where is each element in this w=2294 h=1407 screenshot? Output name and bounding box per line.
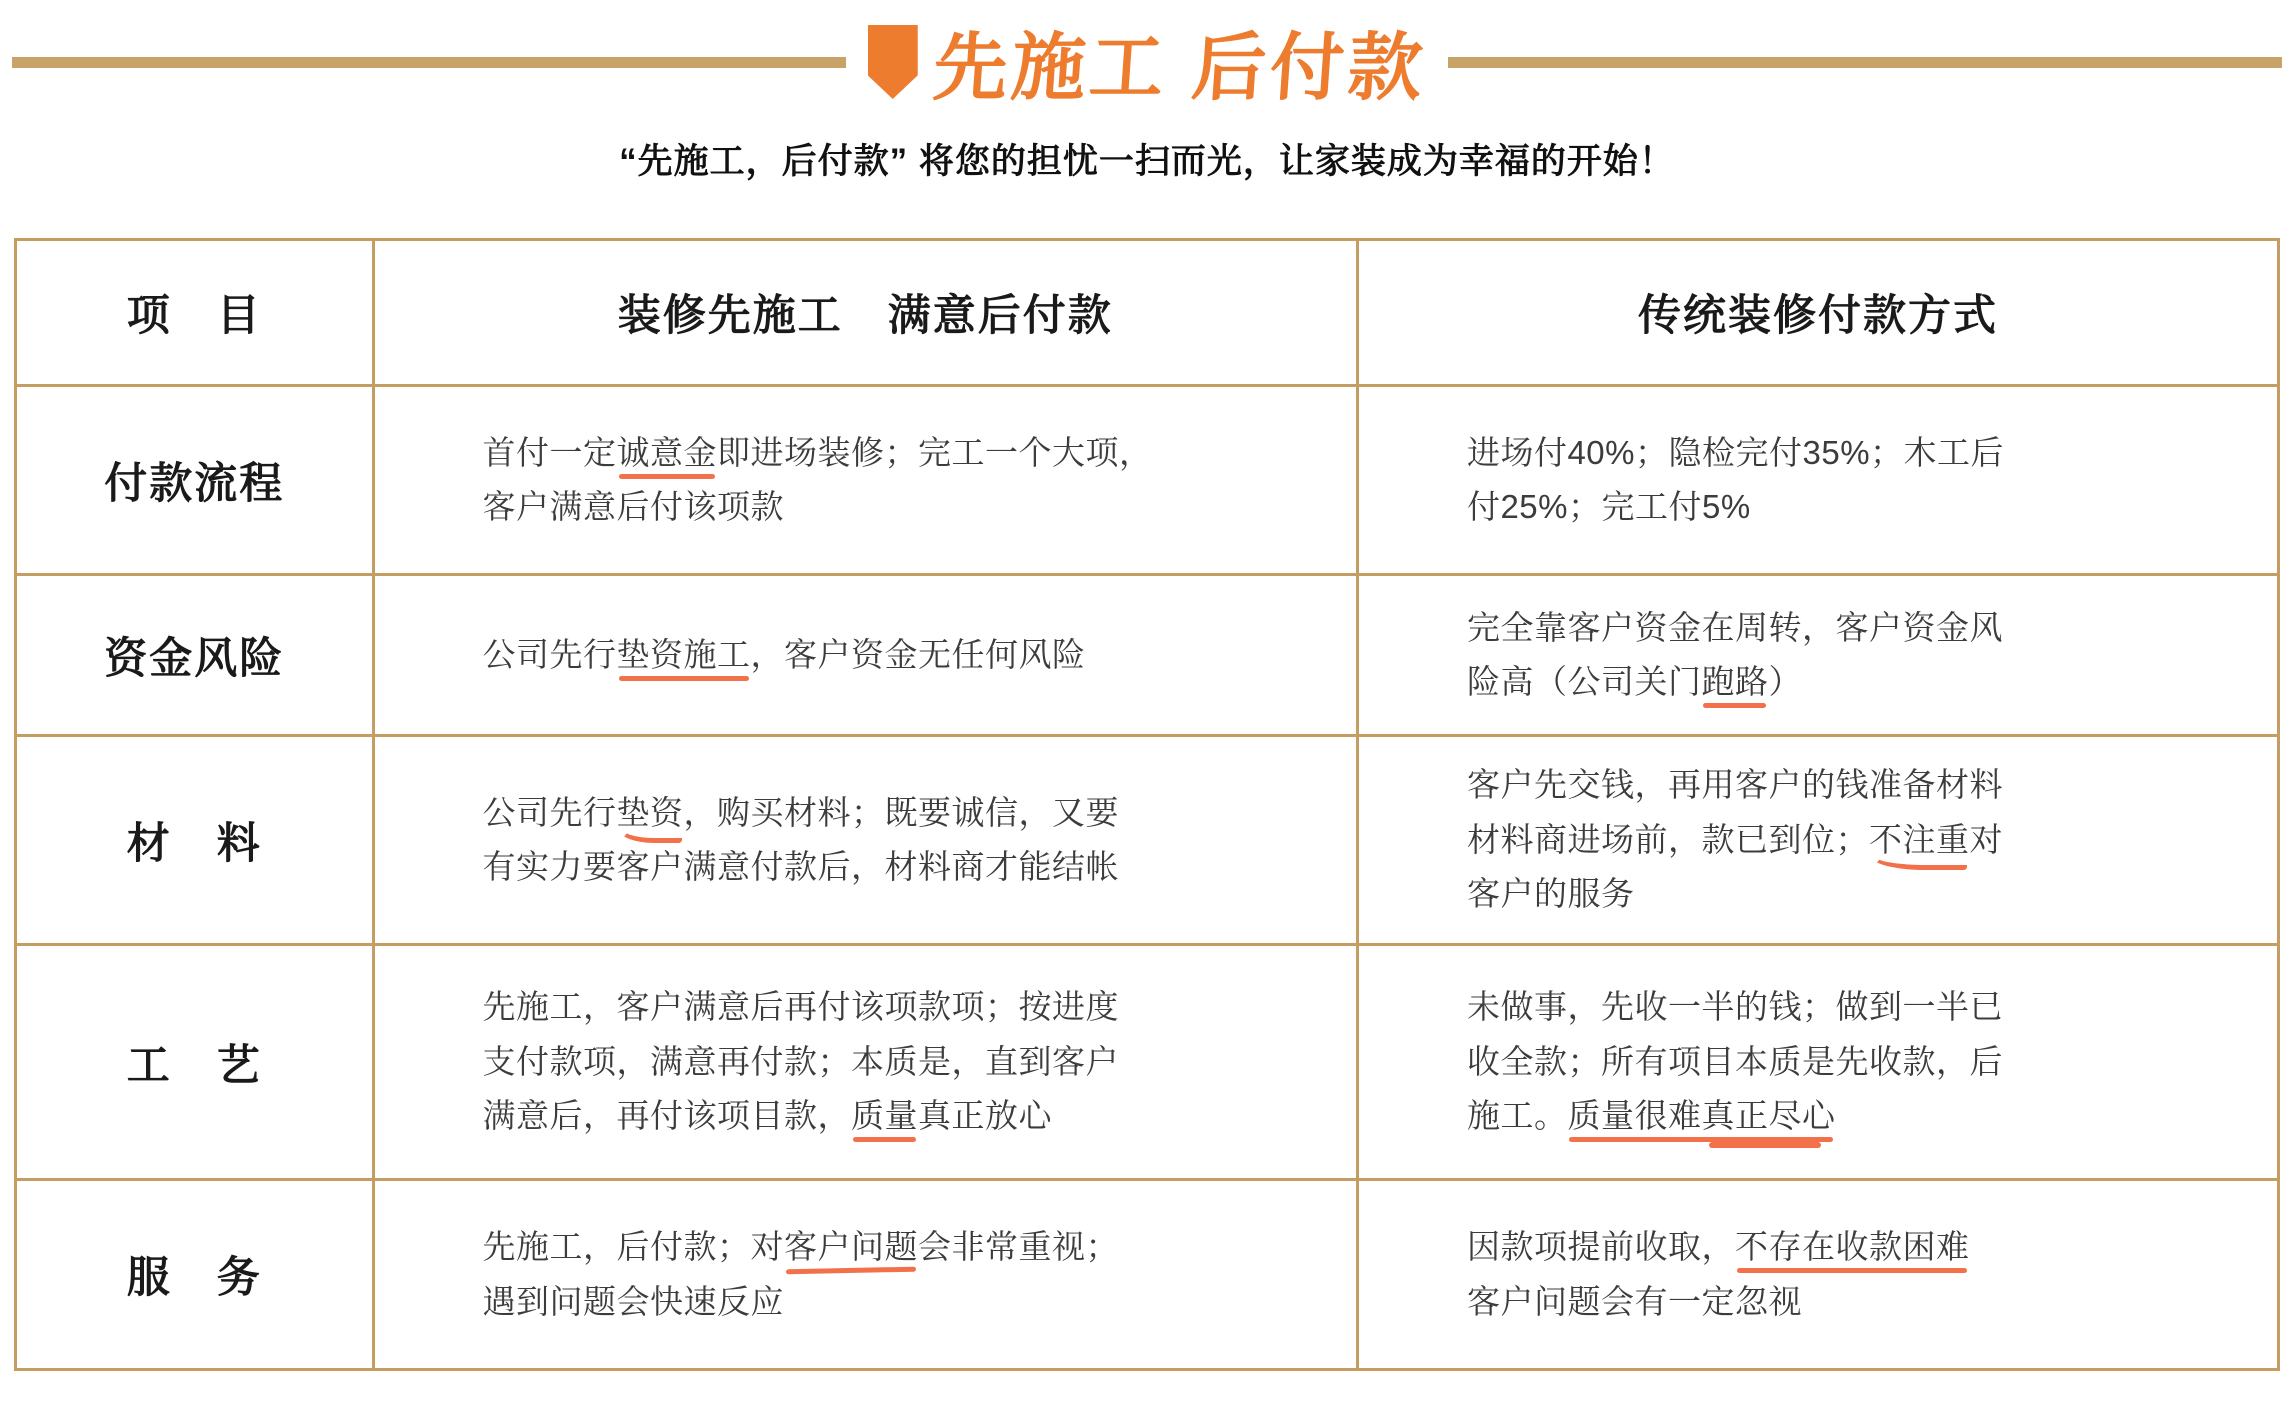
text-segment: 进场付40%；隐检完付35%；木工后 (1466, 433, 2005, 471)
text-segment: 客户满意后付该项款 (482, 488, 785, 525)
text-segment: 真正放心 (918, 1097, 1053, 1135)
text-segment: 客户的服务 (1466, 875, 1635, 913)
underlined-text: 质量很难真正尽心 (1567, 1097, 1836, 1135)
table-row (16, 575, 2279, 736)
row-label: 材 料 (16, 736, 374, 945)
text-segment: 收全款；所有项目本质是先收款，后 (1466, 1042, 2003, 1080)
underlined-text: 不存在收款困难 (1734, 1228, 1970, 1266)
text-segment: 会非常重视； (918, 1228, 1120, 1266)
col-header-item: 项 目 (16, 240, 374, 386)
table-row (16, 386, 2279, 575)
shield-pennant-icon (868, 25, 918, 99)
page-title: 先施工 后付款 (930, 26, 1429, 109)
text-segment: 付25%；完工付5% (1466, 488, 1751, 525)
cell-ours (373, 945, 1357, 1180)
underlined-text: 诚意金 (616, 433, 718, 471)
table-body (16, 386, 2279, 1370)
text-segment: 支付款项，满意再付款；本质是，直到客户 (482, 1042, 1120, 1080)
row-label: 付款流程 (16, 386, 374, 575)
cell-traditional (1357, 1180, 2278, 1370)
cell-traditional (1357, 575, 2278, 736)
cell-ours (373, 1180, 1357, 1370)
text-segment: 因款项提前收取， (1466, 1228, 1735, 1266)
text-segment: 有实力要客户满意付款后，材料商才能结帐 (482, 848, 1120, 885)
text-segment: 对 (1969, 820, 2003, 858)
cell-traditional (1357, 945, 2278, 1180)
text-segment: ，购买材料；既要诚信，又要 (683, 793, 1120, 831)
table-row (16, 1180, 2279, 1370)
row-label: 资金风险 (16, 575, 374, 736)
table-row (16, 736, 2279, 945)
text-segment: 施工。 (1466, 1097, 1568, 1135)
text-segment: 完全靠客户资金在周转，客户资金风 (1466, 608, 2003, 646)
promo-page (0, 6, 2294, 1407)
text-segment: 即进场装修；完工一个大项， (717, 433, 1153, 471)
cell-ours (373, 386, 1357, 575)
col-header-ours: 装修先施工 满意后付款 (373, 240, 1357, 386)
cell-traditional (1357, 736, 2278, 945)
cell-ours (373, 575, 1357, 736)
comparison-table (14, 238, 2280, 1371)
text-segment: 先施工，客户满意后再付该项款项；按进度 (482, 988, 1120, 1026)
text-segment: 公司先行 (482, 793, 617, 831)
cell-ours (373, 736, 1357, 945)
title-band (0, 6, 2294, 118)
text-segment: ，客户资金无任何风险 (750, 635, 1086, 673)
underlined-text: 质量 (851, 1097, 919, 1135)
text-segment: 客户先交钱，再用客户的钱准备材料 (1466, 766, 2003, 804)
text-segment: ） (1768, 663, 1802, 700)
text-segment: 先施工，后付款；对 (482, 1228, 785, 1266)
underlined-text: 跑路 (1701, 663, 1769, 700)
text-segment: 遇到问题会快速反应 (482, 1282, 785, 1320)
row-label: 服 务 (16, 1180, 374, 1370)
title-rule-right (1448, 57, 2282, 68)
text-segment: 险高（公司关门 (1466, 663, 1702, 700)
header-row (16, 240, 2279, 386)
text-segment: 公司先行 (482, 635, 617, 673)
table-row (16, 945, 2279, 1180)
title-group (868, 9, 1427, 115)
text-segment: 材料商进场前，款已到位； (1466, 820, 1869, 858)
cell-traditional (1357, 386, 2278, 575)
text-segment: 满意后，再付该项目款， (482, 1097, 852, 1135)
col-header-traditional: 传统装修付款方式 (1357, 240, 2278, 386)
underlined-text: 垫资施工 (616, 635, 751, 673)
underlined-text: 客户问题 (784, 1228, 919, 1266)
page-subtitle: “先施工，后付款” 将您的担忧一扫而光，让家装成为幸福的开始！ (619, 142, 1675, 181)
underlined-text: 垫资 (616, 793, 684, 831)
underlined-text: 不注重 (1868, 820, 1970, 858)
text-segment: 未做事，先收一半的钱；做到一半已 (1466, 988, 2003, 1026)
row-label: 工 艺 (16, 945, 374, 1180)
title-rule-left (12, 57, 846, 68)
text-segment: 首付一定 (482, 433, 617, 471)
text-segment: 客户问题会有一定忽视 (1466, 1282, 1802, 1320)
